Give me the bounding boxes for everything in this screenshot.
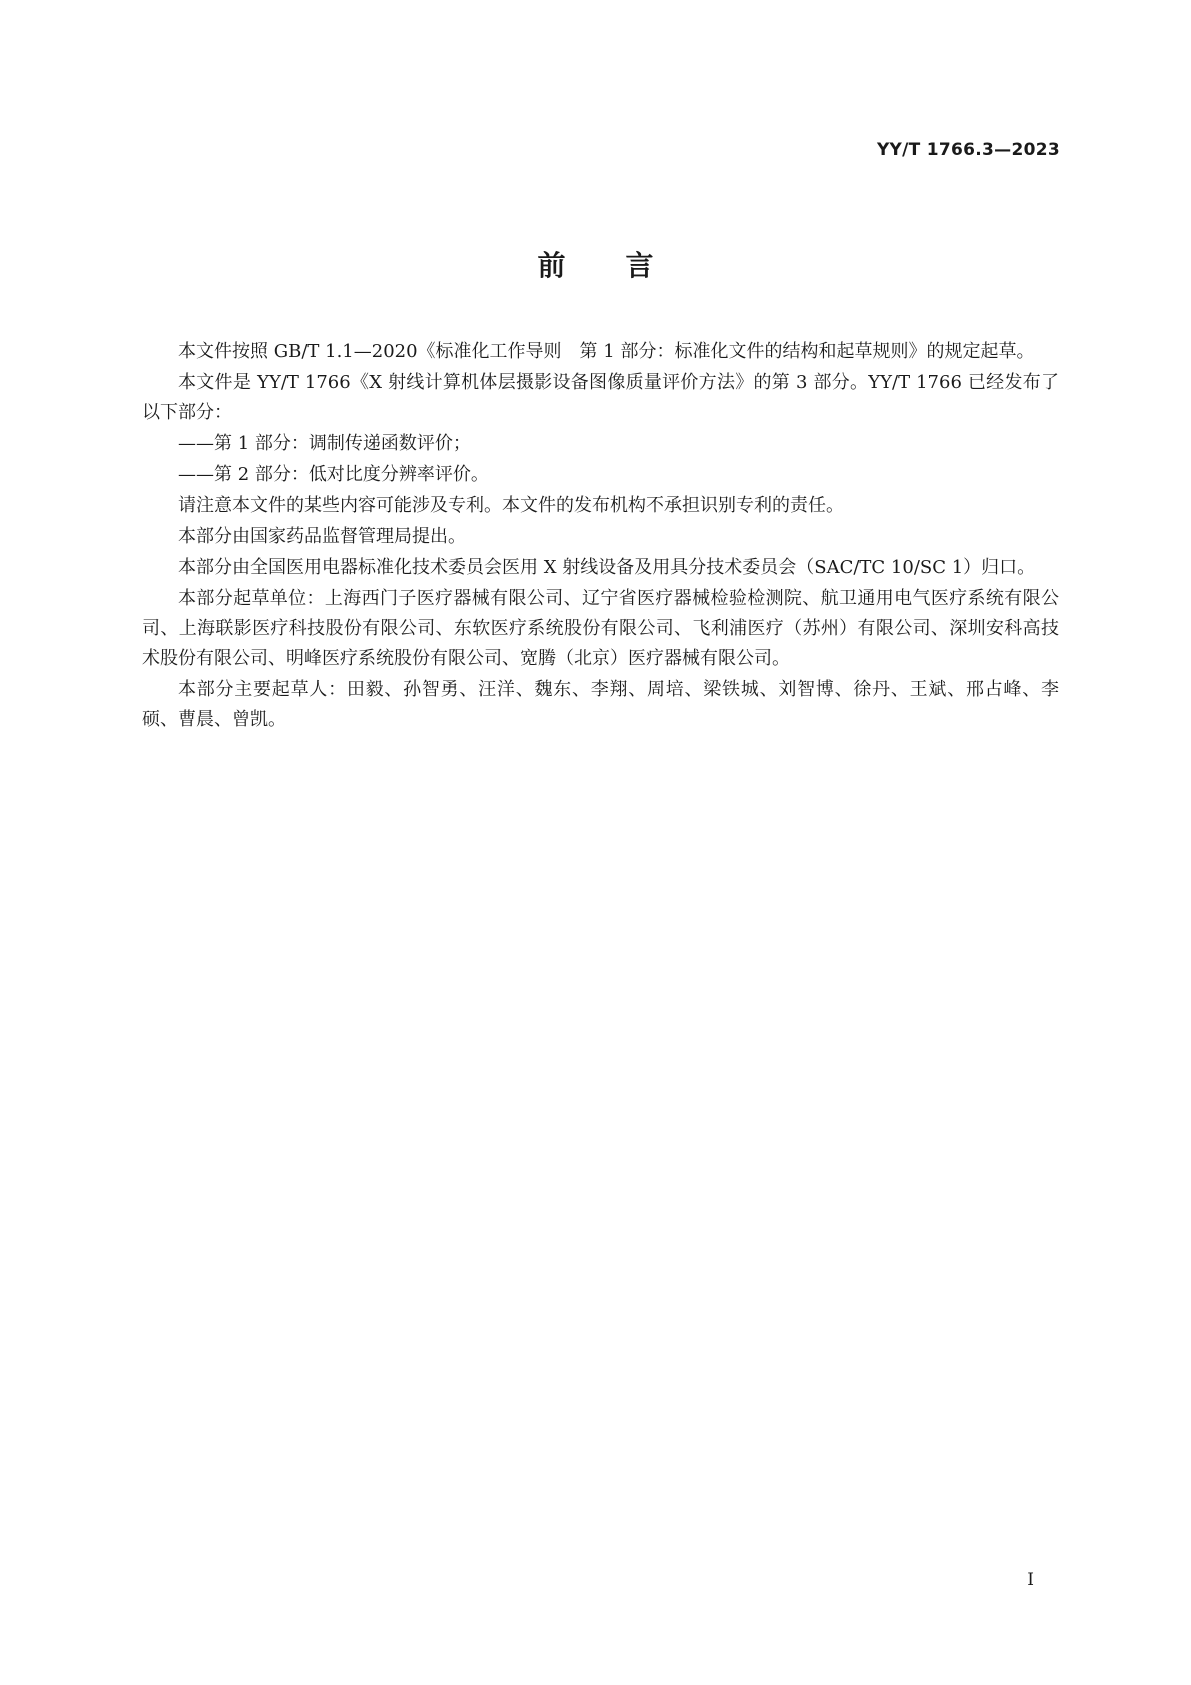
- list-item-part-1: ——第 1 部分：调制传递函数评价；: [178, 433, 471, 454]
- paragraph-drafting-units: 本部分起草单位：上海西门子医疗器械有限公司、辽宁省医疗器械检验检测院、航卫通用电气医疗系统有限公司、上海联影医疗科技股份有限公司、东软医疗系统股份有限公司、飞利浦医疗（苏州）有限公司、深圳安科高技术股份有限公司、明峰医疗系统股份有限公司、宽腾（北京）医疗器械有限公司。: [142, 588, 1059, 669]
- paragraph-committee: 本部分由全国医用电器标准化技术委员会医用 X 射线设备及用具分技术委员会（SAC/TC 10/SC 1）归口。: [178, 557, 1036, 578]
- foreword-body: [142, 337, 1059, 736]
- paragraph-proposer: 本部分由国家药品监督管理局提出。: [178, 526, 466, 547]
- page-number: I: [1027, 1570, 1034, 1590]
- list-item-part-2: ——第 2 部分：低对比度分辨率评价。: [178, 464, 489, 485]
- paragraph-drafting-basis: 本文件按照 GB/T 1.1—2020《标准化工作导则 第 1 部分：标准化文件的结构和起草规则》的规定起草。: [178, 341, 1035, 362]
- paragraph-patent-notice: 请注意本文件的某些内容可能涉及专利。本文件的发布机构不承担识别专利的责任。: [178, 495, 844, 516]
- page-title: 前言: [537, 249, 714, 282]
- paragraph-drafters: 本部分主要起草人：田毅、孙智勇、汪洋、魏东、李翔、周培、梁铁城、刘智博、徐丹、王斌、邢占峰、李硕、曹晨、曾凯。: [142, 679, 1059, 730]
- document-code: YY/T 1766.3—2023: [876, 140, 1060, 160]
- paragraph-series-info: 本文件是 YY/T 1766《X 射线计算机体层摄影设备图像质量评价方法》的第 3 部分。YY/T 1766 已经发布了以下部分：: [142, 372, 1059, 423]
